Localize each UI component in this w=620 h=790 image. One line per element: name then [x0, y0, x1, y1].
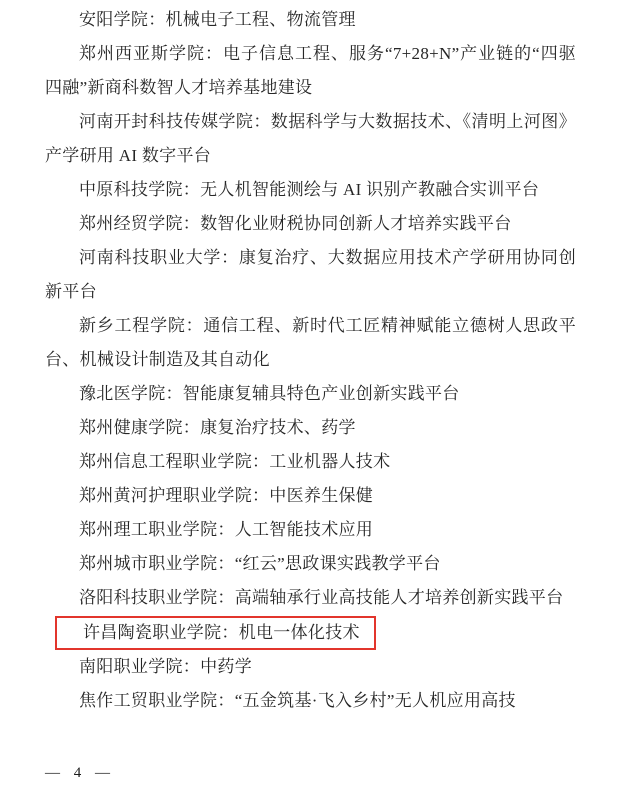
entry-text: 河南开封科技传媒学院：数据科学与大数据技术、《清明上河图》产学研用 AI 数字平台: [45, 112, 576, 165]
list-entry: [45, 547, 576, 581]
list-entry: [45, 173, 576, 207]
list-entry: [45, 105, 576, 173]
list-entry: [45, 207, 576, 241]
entry-text: 安阳学院：机械电子工程、物流管理: [79, 10, 356, 29]
list-entry-highlighted: [45, 615, 576, 650]
entry-text: 郑州城市职业学院：“红云”思政课实践教学平台: [79, 554, 441, 573]
list-entry: [45, 411, 576, 445]
list-entry: [45, 513, 576, 547]
list-entry: [45, 581, 576, 615]
entry-text: 豫北医学院：智能康复辅具特色产业创新实践平台: [79, 384, 460, 403]
entry-text: 郑州信息工程职业学院：工业机器人技术: [79, 452, 391, 471]
entry-text: 焦作工贸职业学院：“五金筑基·飞入乡村”无人机应用高技: [79, 691, 516, 711]
list-entry: [45, 37, 576, 105]
list-entry: [45, 445, 576, 479]
highlight-box: 许昌陶瓷职业学院：机电一体化技术: [55, 616, 376, 650]
list-entry: [45, 479, 576, 513]
list-entry: [45, 684, 576, 718]
entry-text: 郑州西亚斯学院：电子信息工程、服务“7+28+N”产业链的“四驱四融”新商科数智人才培养基地建设: [45, 44, 576, 97]
list-entry: [45, 309, 576, 377]
entry-text: 郑州黄河护理职业学院：中医养生保健: [79, 486, 374, 505]
list-entry: [45, 241, 576, 309]
entry-text: 南阳职业学院：中药学: [79, 657, 252, 677]
page-number: — 4 —: [45, 765, 115, 781]
list-entry: [45, 3, 576, 37]
entry-text: 洛阳科技职业学院：高端轴承行业高技能人才培养创新实践平台: [79, 588, 564, 607]
entry-text: 河南科技职业大学：康复治疗、大数据应用技术产学研用协同创新平台: [45, 248, 576, 301]
list-entry: [45, 650, 576, 684]
entry-text: 中原科技学院：无人机智能测绘与 AI 识别产教融合实训平台: [79, 180, 540, 199]
entry-text: 郑州经贸学院：数智化业财税协同创新人才培养实践平台: [79, 214, 512, 233]
entry-text: 郑州健康学院：康复治疗技术、药学: [79, 418, 356, 437]
entry-text: 郑州理工职业学院：人工智能技术应用: [79, 520, 374, 539]
entry-list: [45, 3, 576, 718]
entry-text: 新乡工程学院：通信工程、新时代工匠精神赋能立德树人思政平台、机械设计制造及其自动化: [45, 316, 576, 369]
list-entry: [45, 377, 576, 411]
